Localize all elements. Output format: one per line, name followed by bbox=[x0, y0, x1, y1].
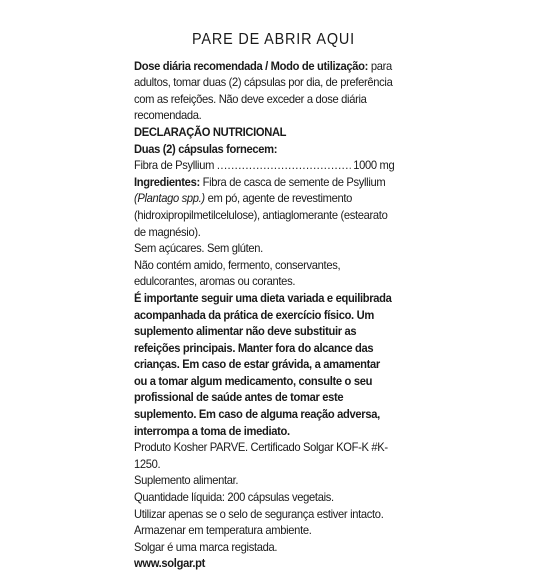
trademark-line: Solgar é uma marca registada. bbox=[134, 539, 278, 554]
website-text: www.solgar.pt bbox=[134, 556, 206, 571]
nutrition-row-value: 1000 mg bbox=[353, 158, 395, 173]
ingredients-text-2: em pó, agente de revestimento (hidroxipropilmetilcelulose), antiaglomerante (estearato de magnésio). bbox=[134, 191, 388, 239]
ingredients-paragraph bbox=[134, 174, 394, 240]
kosher-line: Produto Kosher PARVE. Certificado Solgar KOF-K #K-1250. bbox=[134, 440, 388, 471]
dose-text: para adultos, tomar duas (2) cápsulas por dia, de preferência com as refeições. Não deve exceder a dose diária recomendada. bbox=[134, 58, 393, 123]
nutrition-row bbox=[134, 157, 394, 174]
storage-line: Armazenar em temperatura ambiente. bbox=[134, 523, 312, 538]
dose-label: Dose diária recomendada / Modo de utilização: bbox=[134, 58, 369, 73]
dot-leader bbox=[217, 157, 351, 174]
quantity-line: Quantidade líquida: 200 cápsulas vegetais. bbox=[134, 490, 334, 505]
supplement-line: Suplemento alimentar. bbox=[134, 473, 239, 488]
ingredients-label: Ingredientes: bbox=[134, 174, 200, 189]
warning-paragraph bbox=[134, 290, 394, 439]
nutrition-title: DECLARAÇÃO NUTRICIONAL bbox=[134, 124, 287, 139]
warning-text: É importante seguir uma dieta variada e equilibrada acompanhada da prática de exercício físico. Um suplemento alimentar não deve substituir as refeições principais. Manter fora do alcance das crianças. Em caso de estar grávida, a amamentar ou a tomar algum medicamento, consulte o seu profissional de saúde antes de tomar este suplemento. Em caso de alguma reação adversa, interrompa a toma de imediato. bbox=[134, 290, 392, 438]
free-of-line-2: Não contém amido, fermento, conservantes, edulcorantes, aromas ou corantes. bbox=[134, 257, 341, 289]
seal-line: Utilizar apenas se o selo de segurança estiver intacto. bbox=[134, 506, 384, 521]
open-here-heading: PARE DE ABRIR AQUI bbox=[191, 31, 355, 48]
ingredients-latin-name: (Plantago spp.) bbox=[134, 191, 205, 206]
nutrition-subtitle: Duas (2) cápsulas fornecem: bbox=[134, 141, 278, 156]
ingredients-text-1: Fibra de casca de semente de Psyllium bbox=[199, 174, 386, 189]
free-of-line-1: Sem açúcares. Sem glúten. bbox=[134, 241, 263, 256]
dose-paragraph bbox=[134, 58, 394, 124]
supplement-label bbox=[134, 30, 394, 572]
website-link[interactable] bbox=[134, 555, 394, 572]
nutrition-row-name: Fibra de Psyllium bbox=[134, 158, 215, 173]
